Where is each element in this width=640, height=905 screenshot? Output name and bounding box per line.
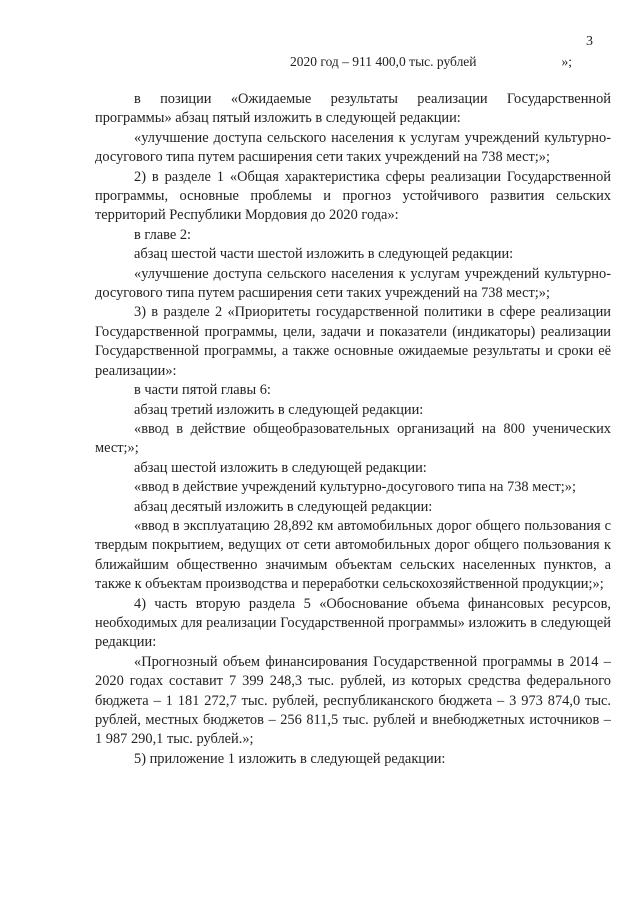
paragraph: абзац третий изложить в следующей редакции:	[134, 401, 424, 418]
paragraph: абзац шестой изложить в следующей редакции:	[134, 459, 427, 476]
top-line-closing: »;	[561, 54, 572, 69]
document-body	[95, 90, 611, 769]
paragraph: «ввод в эксплуатацию 28,892 км автомобильных дорог общего пользования с твердым покрытием, ведущих от сети автомобильных дорог общего пользования к ближайшим общественно значимым объектам сельских населенных пунктов, а также к объектам производства и переработки сельскохозяйственной продукции;»;	[95, 517, 611, 593]
paragraph: в части пятой главы 6:	[134, 382, 271, 399]
top-line	[290, 54, 572, 70]
paragraph: 5) приложение 1 изложить в следующей редакции:	[134, 750, 446, 767]
paragraph: абзац десятый изложить в следующей редакции:	[134, 498, 433, 515]
paragraph: 3) в разделе 2 «Приоритеты государственной политики в сфере реализации Государственной программы, цели, задачи и показатели (индикаторы) реализации Государственной программы, а также основные ожидаемые результаты и сроки её реализации»:	[95, 304, 611, 379]
page-number: 3	[586, 34, 593, 49]
paragraph: в позиции «Ожидаемые результаты реализации Государственной программы» абзац пятый изложить в следующей редакции:	[95, 91, 611, 127]
paragraph: «ввод в действие учреждений культурно-досугового типа на 738 мест;»;	[134, 479, 576, 496]
paragraph: «улучшение доступа сельского населения к услугам учреждений культурно-досугового типа путем расширения сети таких учреждений на 738 мест;»;	[95, 265, 611, 302]
paragraph: «Прогнозный объем финансирования Государственной программы в 2014 – 2020 годах составит 7 399 248,3 тыс. рублей, из которых средства федерального бюджета – 1 181 272,7 тыс. рублей, республиканского бюджета – 3 973 874,0 тыс. рублей, местных бюджетов – 256 811,5 тыс. рублей и внебюджетных источников – 1 987 290,1 тыс. рублей.»;	[95, 653, 611, 748]
paragraph: «ввод в действие общеобразовательных организаций на 800 ученических мест;»;	[95, 420, 611, 457]
paragraph: абзац шестой части шестой изложить в следующей редакции:	[134, 246, 514, 263]
paragraph: «улучшение доступа сельского населения к услугам учреждений культурно-досугового типа путем расширения сети таких учреждений на 738 мест;»;	[95, 129, 611, 166]
paragraph: 4) часть вторую раздела 5 «Обоснование объема финансовых ресурсов, необходимых для реализации Государственной программы» изложить в следующей редакции:	[95, 595, 611, 651]
paragraph: 2) в разделе 1 «Общая характеристика сферы реализации Государственной программы, основные проблемы и прогноз устойчивого развития сельских территорий Республики Мордовия до 2020 года»:	[95, 168, 611, 224]
paragraph: в главе 2:	[134, 226, 192, 243]
top-line-text: 2020 год – 911 400,0 тыс. рублей	[290, 54, 477, 69]
